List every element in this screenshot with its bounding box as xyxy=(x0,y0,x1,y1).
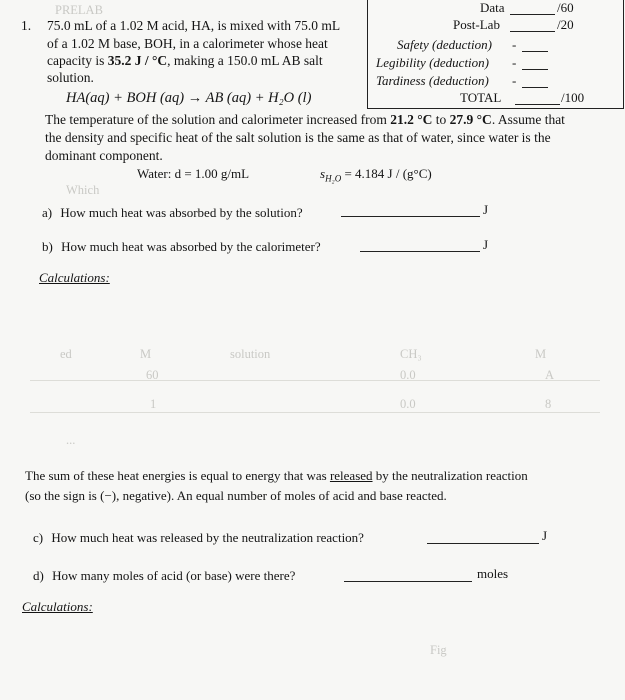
grade-postlab-blank[interactable] xyxy=(510,31,555,32)
summary-post: by the neutralization reaction xyxy=(372,468,528,483)
problem-number: 1. xyxy=(21,18,32,33)
temp-from: 21.2 °C xyxy=(390,112,433,127)
problem-line-1: 75.0 mL of a 1.02 M acid, HA, is mixed with 75.0 mL xyxy=(47,18,341,33)
grade-tardiness-blank[interactable] xyxy=(522,87,548,88)
temperature-line xyxy=(45,112,565,128)
grade-safety-minus: - xyxy=(512,37,517,52)
specific-heat-value: = 4.184 J / (g°C) xyxy=(341,166,432,181)
grade-tardiness-label: Tardiness (deduction) xyxy=(376,73,489,88)
question-b-label: b) xyxy=(42,239,53,254)
grade-total-score: /100 xyxy=(561,90,585,105)
grade-data-blank[interactable] xyxy=(510,14,555,15)
answer-b-unit: J xyxy=(483,237,489,252)
question-a-label: a) xyxy=(42,205,53,220)
water-specific-heat xyxy=(320,166,432,184)
grade-safety-blank[interactable] xyxy=(522,51,548,52)
question-b xyxy=(42,239,321,255)
question-d-text: How many moles of acid (or base) were there? xyxy=(52,568,296,583)
grade-legibility-blank[interactable] xyxy=(522,69,548,70)
question-b-text: How much heat was absorbed by the calorimeter? xyxy=(61,239,321,254)
grade-total-blank[interactable] xyxy=(515,104,560,105)
problem-line-4: solution. xyxy=(47,70,94,85)
question-a-text: How much heat was absorbed by the solution? xyxy=(60,205,303,220)
summary-released: released xyxy=(329,468,373,483)
specific-heat-subscript: H₂O xyxy=(325,173,342,184)
summary-pre: The sum of these heat energies is equal to energy that was xyxy=(25,468,330,483)
answer-d-field[interactable] xyxy=(344,581,472,582)
capacity-prefix: capacity is xyxy=(47,53,108,68)
grade-postlab-label: Post-Lab xyxy=(453,17,500,32)
specific-heat-symbol: s xyxy=(320,166,326,181)
question-c-label: c) xyxy=(33,530,44,545)
question-d xyxy=(33,568,295,584)
problem-line-2: of a 1.02 M base, BOH, in a calorimeter whose heat xyxy=(47,36,328,51)
grade-safety-label: Safety (deduction) xyxy=(397,37,492,52)
question-c xyxy=(33,530,364,546)
question-d-label: d) xyxy=(33,568,44,583)
problem-line-3 xyxy=(47,53,323,69)
grade-postlab-score: /20 xyxy=(557,17,574,32)
capacity-suffix: , making a 150.0 mL AB salt xyxy=(167,53,323,68)
summary-line-1 xyxy=(25,468,528,484)
grade-tardiness-minus: - xyxy=(512,73,517,88)
density-line-1: the density and specific heat of the salt solution is the same as that of water, since water is the xyxy=(45,130,551,145)
grade-data-label: Data xyxy=(480,0,505,15)
calculations-heading-1: Calculations: xyxy=(39,270,110,285)
temp-prefix: The temperature of the solution and calorimeter increased from xyxy=(45,112,391,127)
grade-legibility-minus: - xyxy=(512,55,517,70)
heat-capacity-value: 35.2 J / °C xyxy=(107,53,168,68)
grading-box xyxy=(367,0,624,109)
calculations-heading-2: Calculations: xyxy=(22,599,93,614)
answer-d-unit: moles xyxy=(477,566,509,581)
answer-c-unit: J xyxy=(542,528,548,543)
grade-total-label: TOTAL xyxy=(460,90,502,105)
answer-a-field[interactable] xyxy=(341,216,480,217)
grade-data-score: /60 xyxy=(557,0,574,15)
answer-b-field[interactable] xyxy=(360,251,480,252)
answer-a-unit: J xyxy=(483,202,489,217)
question-c-text: How much heat was released by the neutralization reaction? xyxy=(51,530,364,545)
temp-to: 27.9 °C xyxy=(449,112,492,127)
grade-legibility-label: Legibility (deduction) xyxy=(376,55,490,70)
temp-to-word: to xyxy=(432,112,450,127)
reaction-equation: HA(aq) + BOH (aq) → AB (aq) + H₂O (l) xyxy=(66,90,312,106)
density-line-2: dominant component. xyxy=(45,148,163,163)
summary-line-2: (so the sign is (−), negative). An equal number of moles of acid and base reacted. xyxy=(25,488,447,503)
question-a xyxy=(42,205,303,221)
answer-c-field[interactable] xyxy=(427,543,539,544)
water-density: Water: d = 1.00 g/mL xyxy=(137,166,250,181)
temp-suffix: . Assume that xyxy=(491,112,565,127)
